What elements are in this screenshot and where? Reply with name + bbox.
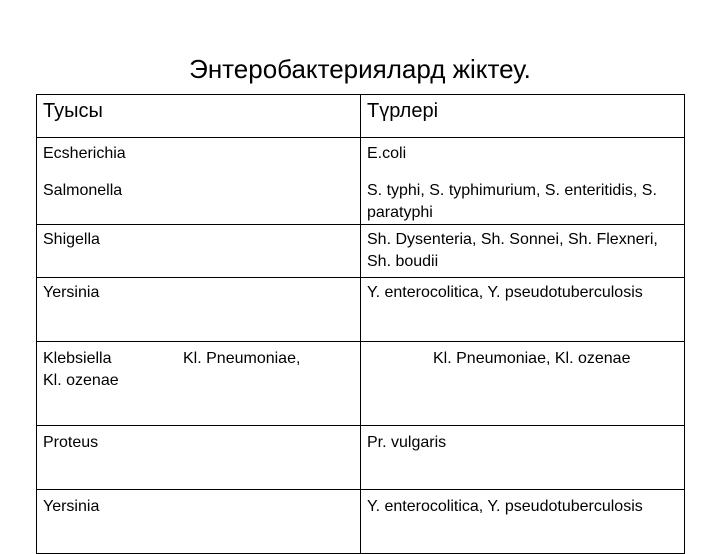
genus-cell — [37, 138, 361, 225]
table-row — [37, 225, 685, 278]
table-row — [37, 426, 685, 490]
species-cell: Y. enterocolitica, Y. pseudotuberculosis — [361, 278, 685, 342]
species-cell: Pr. vulgaris — [361, 426, 685, 490]
table-row — [37, 342, 685, 426]
genus-cell: Proteus — [37, 426, 361, 490]
species-cell: Sh. Dysenteria, Sh. Sonnei, Sh. Flexneri, Sh. boudii — [361, 225, 685, 278]
slide-title: Энтеробактериялард жіктеу. — [189, 54, 531, 84]
header-genus: Туысы — [37, 95, 361, 138]
genus-name: Klebsiella — [43, 350, 112, 367]
table-header-row — [37, 95, 685, 138]
species-cell — [361, 138, 685, 225]
genus-cell: Yersinia — [37, 278, 361, 342]
genus-cell: Shigella — [37, 225, 361, 278]
genus-cell: Yersinia — [37, 490, 361, 554]
species-cell — [361, 342, 685, 426]
table-row — [37, 138, 685, 225]
genus-cell — [37, 342, 361, 426]
classification-table — [36, 94, 685, 554]
species-list: Kl. Pneumoniae, Kl. ozenae — [433, 350, 631, 367]
header-species: Түрлері — [361, 95, 685, 138]
table-row — [37, 278, 685, 342]
genus-name: Ecsherichia — [43, 145, 126, 162]
genus-species-note: Kl. ozenae — [43, 372, 119, 389]
species-list: E.coli — [367, 145, 407, 162]
genus-species-note: Kl. Pneumoniae, — [183, 350, 301, 367]
species-cell: Y. enterocolitica, Y. pseudotuberculosis — [361, 490, 685, 554]
species-list: S. typhi, S. typhimurium, S. enteritidis, S. paratyphi — [367, 182, 657, 221]
table-row — [37, 490, 685, 554]
genus-name: Salmonella — [43, 182, 123, 199]
